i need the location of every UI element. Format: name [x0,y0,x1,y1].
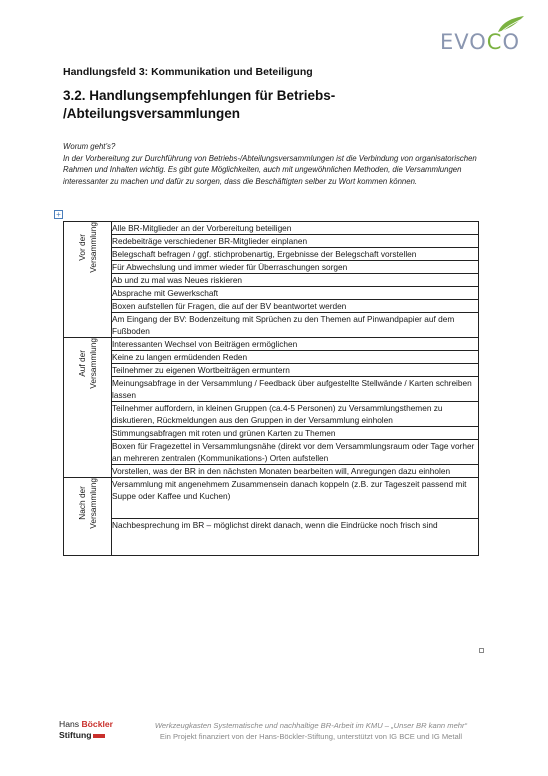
phase-label-line-2: Versammlung [87,478,98,529]
recommendation-item: Teilnehmer auffordern, in kleinen Gruppen (ca.4-5 Personen) zu Versammlungsthemen zu diskutieren, Rückmeldungen aus den Gruppen in der Versammlung einholen [112,402,479,427]
recommendation-item: Boxen aufstellen für Fragen, die auf der BV beantwortet werden [112,300,479,313]
recommendation-item: Belegschaft befragen / ggf. stichprobenartig, Ergebnisse der Belegschaft vorstellen [112,248,479,261]
table-row [64,364,479,377]
logo-text-o: O [502,30,520,54]
table-row [64,377,479,402]
phase-label [64,478,112,556]
section-label: Handlungsfeld 3: Kommunikation und Beteiligung [63,66,313,78]
phase-label-line-1: Auf der [76,349,87,377]
footer-line-2: Ein Projekt finanziert von der Hans-Böckler-Stiftung, unterstützt von IG BCE und IG Metall [159,732,463,741]
logo-text-evo: EVO [440,30,487,54]
phase-label [64,222,112,338]
footer-line-1: Werkzeugkasten Systematische und nachhaltige BR-Arbeit im KMU – „Unser BR kann mehr“ [154,721,468,730]
recommendation-item: Meinungsabfrage in der Versammlung / Feedback über aufgestellte Stellwände / Karten schreiben lassen [112,377,479,402]
table-row [64,440,479,465]
table-row [64,261,479,274]
footer [126,720,496,742]
table-row [64,222,479,235]
page-title [63,87,363,123]
table-row [64,519,479,556]
table-row [64,274,479,287]
recommendation-item: Nachbesprechung im BR – möglichst direkt danach, wenn die Eindrücke noch frisch sind [112,519,479,556]
recommendation-item: Absprache mit Gewerkschaft [112,287,479,300]
table-row [64,402,479,427]
table-row [64,478,479,519]
table-resize-handle-icon[interactable] [479,648,484,653]
recommendation-item: Am Eingang der BV: Bodenzeitung mit Sprüchen zu den Themen auf Pinwandpapier auf dem Fußboden [112,313,479,338]
table-row [64,248,479,261]
table-row [64,313,479,338]
recommendation-item: Ab und zu mal was Neues riskieren [112,274,479,287]
table-row [64,300,479,313]
logo-boeckler: Böckler [81,719,113,729]
title-line-2: /Abteilungsversammlungen [63,106,241,121]
logo-text-c: C [486,30,503,54]
phase-label-line-2: Versammlung [87,222,98,273]
intro [63,141,493,188]
table-row [64,351,479,364]
table-row [64,427,479,440]
recommendation-item: Keine zu langen ermüdenden Reden [112,351,479,364]
evoco-logo [432,14,536,54]
logo-stiftung: Stiftung [59,730,92,740]
recommendation-item: Boxen für Fragezettel in Versammlungsnähe (direkt vor dem Versammlungsraum oder Tage vorher an mehreren zentralen (Kommunikations-) Orten aufstellen [112,440,479,465]
intro-text: In der Vorbereitung zur Durchführung von Betriebs-/Abteilungsversammlungen ist die Verbindung von organisatorischen Rahmen und Inhalten wichtig. Es gibt gute Möglichkeiten, auch mit ungewöhnlichen Methoden, die Versammlungen interessanter zu machen und dafür zu sorgen, dass die Beschäftigten selber zu Wort kommen können. [63,153,477,187]
recommendation-item: Interessanten Wechsel von Beiträgen ermöglichen [112,338,479,351]
recommendation-item: Teilnehmer zu eigenen Wortbeiträgen ermuntern [112,364,479,377]
table-move-handle-icon[interactable]: + [54,210,63,219]
recommendation-item: Alle BR-Mitglieder an der Vorbereitung beteiligen [112,222,479,235]
table-row [64,287,479,300]
recommendation-item: Für Abwechslung und immer wieder für Überraschungen sorgen [112,261,479,274]
recommendation-item: Redebeiträge verschiedener BR-Mitglieder einplanen [112,235,479,248]
title-line-1: 3.2. Handlungsempfehlungen für Betriebs- [63,88,336,103]
table-row [64,465,479,478]
phase-label-line-2: Versammlung [87,338,98,389]
recommendation-item: Stimmungsabfragen mit roten und grünen Karten zu Themen [112,427,479,440]
logo-hans: Hans [59,719,82,729]
stripe-icon [93,734,105,738]
table-row [64,338,479,351]
intro-heading: Worum geht’s? [63,142,116,151]
recommendation-item: Vorstellen, was der BR in den nächsten Monaten bearbeiten will, Anregungen dazu einholen [112,465,479,478]
phase-label-line-1: Vor der [76,234,87,261]
hans-boeckler-logo [59,719,119,741]
table-row [64,235,479,248]
recommendations-table [63,221,479,556]
recommendation-item: Versammlung mit angenehmem Zusammensein danach koppeln (z.B. zur Tageszeit passend mit Suppe oder Kaffee und Kuchen) [112,478,479,519]
phase-label [64,338,112,478]
phase-label-line-1: Nach der [76,486,87,521]
